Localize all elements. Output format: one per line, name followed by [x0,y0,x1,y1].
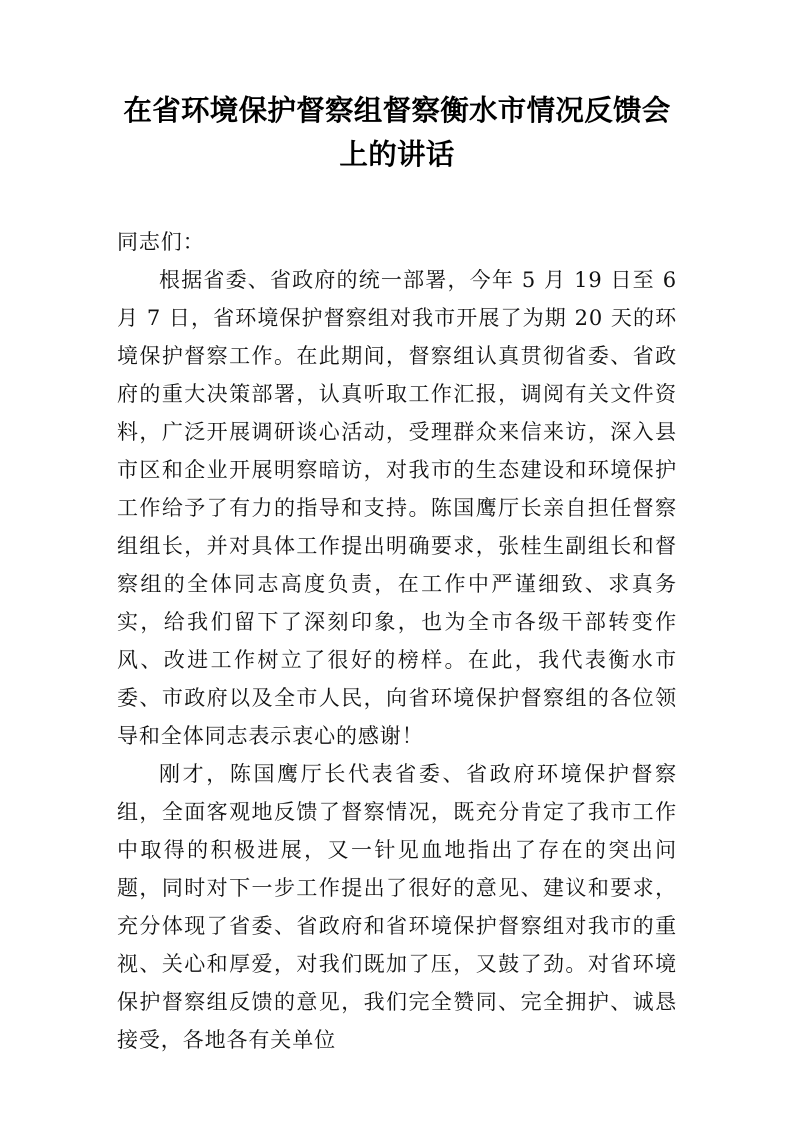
document-content [117,0,677,1059]
paragraph-2: 刚才，陈国鹰厅长代表省委、省政府环境保护督察组，全面客观地反馈了督察情况，既充分肯定了我市工作中取得的积极进展，又一针见血地指出了存在的突出问题，同时对下一步工作提出了很好的意见、建议和要求，充分体现了省委、省政府和省环境保护督察组对我市的重视、关心和厚爱，对我们既加了压，又鼓了劲。对省环境保护督察组反馈的意见，我们完全赞同、完全拥护、诚恳接受，各地各有关单位 [117,762,677,1052]
salutation-line: 同志们： [117,230,205,254]
document-body [117,223,677,1059]
paragraph-1: 根据省委、省政府的统一部署，今年 5 月 19 日至 6 月 7 日，省环境保护督察组对我市开展了为期 20 天的环境保护督察工作。在此期间，督察组认真贯彻省委、省政府的重大决策部署，认真听取工作汇报，调阅有关文件资料，广泛开展调研谈心活动，受理群众来信来访，深入县市区和企业开展明察暗访，对我市的生态建设和环境保护工作给予了有力的指导和支持。陈国鹰厅长亲自担任督察组组长，并对具体工作提出明确要求，张桂生副组长和督察组的全体同志高度负责，在工作中严谨细致、求真务实，给我们留下了深刻印象，也为全市各级干部转变作风、改进工作树立了很好的榜样。在此，我代表衡水市委、市政府以及全市人民，向省环境保护督察组的各位领导和全体同志表示衷心的感谢！ [117,268,677,748]
page-title: 在省环境保护督察组督察衡水市情况反馈会上的讲话 [123,93,671,171]
